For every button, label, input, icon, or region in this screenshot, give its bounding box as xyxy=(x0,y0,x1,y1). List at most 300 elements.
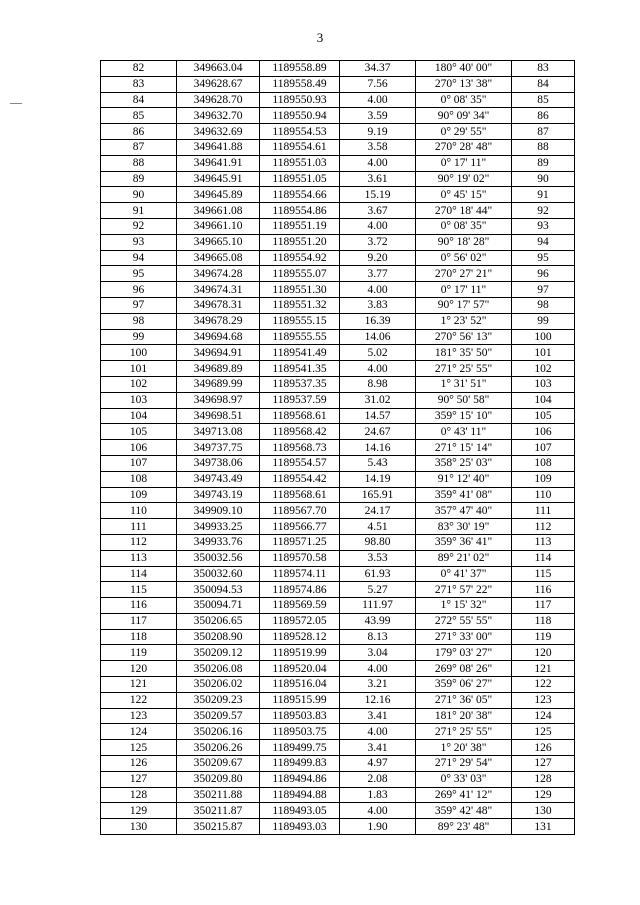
table-row xyxy=(101,677,575,693)
next-point-cell: 114 xyxy=(512,550,575,566)
bearing-cell: 181° 35' 50" xyxy=(416,345,512,361)
y-coordinate-cell: 1189503.83 xyxy=(260,708,340,724)
distance-cell: 15.19 xyxy=(340,187,416,203)
bearing-cell: 90° 18' 28" xyxy=(416,234,512,250)
distance-cell: 3.72 xyxy=(340,234,416,250)
point-number-cell: 123 xyxy=(101,708,177,724)
distance-cell: 4.00 xyxy=(340,218,416,234)
y-coordinate-cell: 1189555.07 xyxy=(260,266,340,282)
point-number-cell: 97 xyxy=(101,297,177,313)
y-coordinate-cell: 1189493.03 xyxy=(260,819,340,835)
point-number-cell: 108 xyxy=(101,471,177,487)
next-point-cell: 90 xyxy=(512,171,575,187)
table-row xyxy=(101,76,575,92)
x-coordinate-cell: 349738.06 xyxy=(177,455,260,471)
y-coordinate-cell: 1189551.03 xyxy=(260,155,340,171)
next-point-cell: 89 xyxy=(512,155,575,171)
bearing-cell: 269° 08' 26" xyxy=(416,661,512,677)
next-point-cell: 125 xyxy=(512,724,575,740)
bearing-cell: 180° 40' 00" xyxy=(416,61,512,77)
next-point-cell: 106 xyxy=(512,424,575,440)
y-coordinate-cell: 1189554.42 xyxy=(260,471,340,487)
x-coordinate-cell: 350032.56 xyxy=(177,550,260,566)
table-row xyxy=(101,171,575,187)
distance-cell: 3.04 xyxy=(340,645,416,661)
table-row xyxy=(101,819,575,835)
next-point-cell: 129 xyxy=(512,787,575,803)
bearing-cell: 271° 36' 05" xyxy=(416,692,512,708)
x-coordinate-cell: 349678.29 xyxy=(177,313,260,329)
coordinates-table-body xyxy=(101,61,575,835)
bearing-cell: 357° 47' 40" xyxy=(416,503,512,519)
table-row xyxy=(101,740,575,756)
next-point-cell: 99 xyxy=(512,313,575,329)
y-coordinate-cell: 1189568.61 xyxy=(260,487,340,503)
next-point-cell: 115 xyxy=(512,566,575,582)
distance-cell: 3.58 xyxy=(340,139,416,155)
bearing-cell: 271° 57' 22" xyxy=(416,582,512,598)
next-point-cell: 86 xyxy=(512,108,575,124)
table-row xyxy=(101,376,575,392)
y-coordinate-cell: 1189566.77 xyxy=(260,519,340,535)
next-point-cell: 108 xyxy=(512,455,575,471)
x-coordinate-cell: 349674.31 xyxy=(177,282,260,298)
next-point-cell: 105 xyxy=(512,408,575,424)
x-coordinate-cell: 349645.91 xyxy=(177,171,260,187)
bearing-cell: 270° 27' 21" xyxy=(416,266,512,282)
distance-cell: 4.00 xyxy=(340,155,416,171)
bearing-cell: 1° 31' 51" xyxy=(416,376,512,392)
bearing-cell: 359° 42' 48" xyxy=(416,803,512,819)
bearing-cell: 359° 15' 10" xyxy=(416,408,512,424)
table-row xyxy=(101,250,575,266)
x-coordinate-cell: 350206.08 xyxy=(177,661,260,677)
bearing-cell: 90° 50' 58" xyxy=(416,392,512,408)
table-row xyxy=(101,345,575,361)
y-coordinate-cell: 1189541.35 xyxy=(260,361,340,377)
distance-cell: 14.57 xyxy=(340,408,416,424)
table-row xyxy=(101,297,575,313)
x-coordinate-cell: 349909.10 xyxy=(177,503,260,519)
point-number-cell: 100 xyxy=(101,345,177,361)
x-coordinate-cell: 349663.04 xyxy=(177,61,260,77)
table-row xyxy=(101,598,575,614)
y-coordinate-cell: 1189554.66 xyxy=(260,187,340,203)
bearing-cell: 1° 20' 38" xyxy=(416,740,512,756)
next-point-cell: 122 xyxy=(512,677,575,693)
x-coordinate-cell: 349665.10 xyxy=(177,234,260,250)
table-row xyxy=(101,329,575,345)
distance-cell: 3.41 xyxy=(340,708,416,724)
point-number-cell: 111 xyxy=(101,519,177,535)
x-coordinate-cell: 349933.25 xyxy=(177,519,260,535)
distance-cell: 111.97 xyxy=(340,598,416,614)
point-number-cell: 95 xyxy=(101,266,177,282)
point-number-cell: 93 xyxy=(101,234,177,250)
table-row xyxy=(101,424,575,440)
distance-cell: 4.00 xyxy=(340,661,416,677)
point-number-cell: 125 xyxy=(101,740,177,756)
bearing-cell: 270° 28' 48" xyxy=(416,139,512,155)
bearing-cell: 0° 17' 11" xyxy=(416,155,512,171)
table-row xyxy=(101,61,575,77)
table-row xyxy=(101,613,575,629)
table-row xyxy=(101,534,575,550)
x-coordinate-cell: 349674.28 xyxy=(177,266,260,282)
x-coordinate-cell: 349628.70 xyxy=(177,92,260,108)
point-number-cell: 122 xyxy=(101,692,177,708)
point-number-cell: 103 xyxy=(101,392,177,408)
next-point-cell: 107 xyxy=(512,440,575,456)
y-coordinate-cell: 1189574.11 xyxy=(260,566,340,582)
y-coordinate-cell: 1189551.30 xyxy=(260,282,340,298)
x-coordinate-cell: 350209.12 xyxy=(177,645,260,661)
distance-cell: 3.53 xyxy=(340,550,416,566)
distance-cell: 4.51 xyxy=(340,519,416,535)
x-coordinate-cell: 350209.23 xyxy=(177,692,260,708)
x-coordinate-cell: 349645.89 xyxy=(177,187,260,203)
next-point-cell: 117 xyxy=(512,598,575,614)
y-coordinate-cell: 1189567.70 xyxy=(260,503,340,519)
y-coordinate-cell: 1189558.49 xyxy=(260,76,340,92)
next-point-cell: 88 xyxy=(512,139,575,155)
bearing-cell: 272° 55' 55" xyxy=(416,613,512,629)
bearing-cell: 0° 43' 11" xyxy=(416,424,512,440)
x-coordinate-cell: 350206.65 xyxy=(177,613,260,629)
x-coordinate-cell: 349698.51 xyxy=(177,408,260,424)
distance-cell: 8.13 xyxy=(340,629,416,645)
bearing-cell: 271° 25' 55" xyxy=(416,361,512,377)
distance-cell: 3.83 xyxy=(340,297,416,313)
point-number-cell: 119 xyxy=(101,645,177,661)
x-coordinate-cell: 349933.76 xyxy=(177,534,260,550)
x-coordinate-cell: 349689.89 xyxy=(177,361,260,377)
bearing-cell: 359° 36' 41" xyxy=(416,534,512,550)
point-number-cell: 130 xyxy=(101,819,177,835)
x-coordinate-cell: 349737.75 xyxy=(177,440,260,456)
next-point-cell: 87 xyxy=(512,124,575,140)
y-coordinate-cell: 1189551.05 xyxy=(260,171,340,187)
next-point-cell: 123 xyxy=(512,692,575,708)
table-row xyxy=(101,455,575,471)
table-row xyxy=(101,218,575,234)
next-point-cell: 119 xyxy=(512,629,575,645)
y-coordinate-cell: 1189554.61 xyxy=(260,139,340,155)
point-number-cell: 126 xyxy=(101,756,177,772)
table-row xyxy=(101,708,575,724)
bearing-cell: 1° 15' 32" xyxy=(416,598,512,614)
next-point-cell: 127 xyxy=(512,756,575,772)
bearing-cell: 359° 06' 27" xyxy=(416,677,512,693)
point-number-cell: 118 xyxy=(101,629,177,645)
y-coordinate-cell: 1189550.93 xyxy=(260,92,340,108)
x-coordinate-cell: 349661.10 xyxy=(177,218,260,234)
point-number-cell: 107 xyxy=(101,455,177,471)
point-number-cell: 112 xyxy=(101,534,177,550)
y-coordinate-cell: 1189555.55 xyxy=(260,329,340,345)
x-coordinate-cell: 350094.53 xyxy=(177,582,260,598)
bearing-cell: 0° 41' 37" xyxy=(416,566,512,582)
distance-cell: 165.91 xyxy=(340,487,416,503)
distance-cell: 24.17 xyxy=(340,503,416,519)
next-point-cell: 130 xyxy=(512,803,575,819)
y-coordinate-cell: 1189555.15 xyxy=(260,313,340,329)
x-coordinate-cell: 349689.99 xyxy=(177,376,260,392)
point-number-cell: 105 xyxy=(101,424,177,440)
bearing-cell: 179° 03' 27" xyxy=(416,645,512,661)
x-coordinate-cell: 349641.88 xyxy=(177,139,260,155)
y-coordinate-cell: 1189554.53 xyxy=(260,124,340,140)
next-point-cell: 116 xyxy=(512,582,575,598)
distance-cell: 4.00 xyxy=(340,92,416,108)
y-coordinate-cell: 1189551.32 xyxy=(260,297,340,313)
y-coordinate-cell: 1189493.05 xyxy=(260,803,340,819)
y-coordinate-cell: 1189499.75 xyxy=(260,740,340,756)
bearing-cell: 271° 29' 54" xyxy=(416,756,512,772)
x-coordinate-cell: 349743.19 xyxy=(177,487,260,503)
y-coordinate-cell: 1189570.58 xyxy=(260,550,340,566)
next-point-cell: 92 xyxy=(512,203,575,219)
y-coordinate-cell: 1189528.12 xyxy=(260,629,340,645)
x-coordinate-cell: 349632.69 xyxy=(177,124,260,140)
table-row xyxy=(101,92,575,108)
table-row xyxy=(101,487,575,503)
y-coordinate-cell: 1189554.92 xyxy=(260,250,340,266)
distance-cell: 3.67 xyxy=(340,203,416,219)
point-number-cell: 129 xyxy=(101,803,177,819)
table-row xyxy=(101,139,575,155)
bearing-cell: 0° 29' 55" xyxy=(416,124,512,140)
table-row xyxy=(101,408,575,424)
table-row xyxy=(101,771,575,787)
table-row xyxy=(101,692,575,708)
distance-cell: 4.00 xyxy=(340,282,416,298)
bearing-cell: 269° 41' 12" xyxy=(416,787,512,803)
distance-cell: 4.97 xyxy=(340,756,416,772)
bearing-cell: 89° 23' 48" xyxy=(416,819,512,835)
table-row xyxy=(101,787,575,803)
y-coordinate-cell: 1189537.59 xyxy=(260,392,340,408)
table-row xyxy=(101,803,575,819)
distance-cell: 61.93 xyxy=(340,566,416,582)
next-point-cell: 109 xyxy=(512,471,575,487)
y-coordinate-cell: 1189574.86 xyxy=(260,582,340,598)
next-point-cell: 84 xyxy=(512,76,575,92)
table-row xyxy=(101,187,575,203)
table-row xyxy=(101,582,575,598)
distance-cell: 9.19 xyxy=(340,124,416,140)
table-row xyxy=(101,282,575,298)
next-point-cell: 104 xyxy=(512,392,575,408)
y-coordinate-cell: 1189519.99 xyxy=(260,645,340,661)
x-coordinate-cell: 350215.87 xyxy=(177,819,260,835)
y-coordinate-cell: 1189568.73 xyxy=(260,440,340,456)
x-coordinate-cell: 349743.49 xyxy=(177,471,260,487)
table-row xyxy=(101,503,575,519)
distance-cell: 14.16 xyxy=(340,440,416,456)
point-number-cell: 104 xyxy=(101,408,177,424)
distance-cell: 2.08 xyxy=(340,771,416,787)
bearing-cell: 0° 08' 35" xyxy=(416,218,512,234)
x-coordinate-cell: 349628.67 xyxy=(177,76,260,92)
y-coordinate-cell: 1189558.89 xyxy=(260,61,340,77)
distance-cell: 3.59 xyxy=(340,108,416,124)
x-coordinate-cell: 350209.67 xyxy=(177,756,260,772)
next-point-cell: 121 xyxy=(512,661,575,677)
point-number-cell: 98 xyxy=(101,313,177,329)
y-coordinate-cell: 1189503.75 xyxy=(260,724,340,740)
x-coordinate-cell: 349678.31 xyxy=(177,297,260,313)
point-number-cell: 82 xyxy=(101,61,177,77)
x-coordinate-cell: 349661.08 xyxy=(177,203,260,219)
point-number-cell: 106 xyxy=(101,440,177,456)
table-row xyxy=(101,124,575,140)
next-point-cell: 85 xyxy=(512,92,575,108)
next-point-cell: 103 xyxy=(512,376,575,392)
point-number-cell: 120 xyxy=(101,661,177,677)
distance-cell: 34.37 xyxy=(340,61,416,77)
x-coordinate-cell: 349698.97 xyxy=(177,392,260,408)
next-point-cell: 101 xyxy=(512,345,575,361)
x-coordinate-cell: 350208.90 xyxy=(177,629,260,645)
distance-cell: 7.56 xyxy=(340,76,416,92)
point-number-cell: 127 xyxy=(101,771,177,787)
next-point-cell: 112 xyxy=(512,519,575,535)
table-row xyxy=(101,440,575,456)
y-coordinate-cell: 1189568.61 xyxy=(260,408,340,424)
y-coordinate-cell: 1189499.83 xyxy=(260,756,340,772)
distance-cell: 5.02 xyxy=(340,345,416,361)
point-number-cell: 110 xyxy=(101,503,177,519)
point-number-cell: 89 xyxy=(101,171,177,187)
distance-cell: 3.41 xyxy=(340,740,416,756)
point-number-cell: 87 xyxy=(101,139,177,155)
x-coordinate-cell: 349641.91 xyxy=(177,155,260,171)
y-coordinate-cell: 1189554.86 xyxy=(260,203,340,219)
point-number-cell: 96 xyxy=(101,282,177,298)
bearing-cell: 0° 33' 03" xyxy=(416,771,512,787)
distance-cell: 16.39 xyxy=(340,313,416,329)
point-number-cell: 83 xyxy=(101,76,177,92)
table-row xyxy=(101,313,575,329)
bearing-cell: 1° 23' 52" xyxy=(416,313,512,329)
point-number-cell: 101 xyxy=(101,361,177,377)
table-row xyxy=(101,645,575,661)
bearing-cell: 270° 18' 44" xyxy=(416,203,512,219)
next-point-cell: 94 xyxy=(512,234,575,250)
point-number-cell: 124 xyxy=(101,724,177,740)
distance-cell: 4.00 xyxy=(340,361,416,377)
point-number-cell: 90 xyxy=(101,187,177,203)
bearing-cell: 358° 25' 03" xyxy=(416,455,512,471)
next-point-cell: 113 xyxy=(512,534,575,550)
y-coordinate-cell: 1189541.49 xyxy=(260,345,340,361)
y-coordinate-cell: 1189568.42 xyxy=(260,424,340,440)
y-coordinate-cell: 1189550.94 xyxy=(260,108,340,124)
point-number-cell: 121 xyxy=(101,677,177,693)
table-row xyxy=(101,266,575,282)
table-row xyxy=(101,661,575,677)
table-row xyxy=(101,203,575,219)
point-number-cell: 128 xyxy=(101,787,177,803)
margin-mark xyxy=(10,103,22,104)
x-coordinate-cell: 349632.70 xyxy=(177,108,260,124)
bearing-cell: 83° 30' 19" xyxy=(416,519,512,535)
bearing-cell: 0° 56' 02" xyxy=(416,250,512,266)
y-coordinate-cell: 1189537.35 xyxy=(260,376,340,392)
bearing-cell: 270° 13' 38" xyxy=(416,76,512,92)
table-row xyxy=(101,471,575,487)
x-coordinate-cell: 349694.68 xyxy=(177,329,260,345)
next-point-cell: 100 xyxy=(512,329,575,345)
point-number-cell: 99 xyxy=(101,329,177,345)
next-point-cell: 111 xyxy=(512,503,575,519)
bearing-cell: 271° 15' 14" xyxy=(416,440,512,456)
point-number-cell: 102 xyxy=(101,376,177,392)
y-coordinate-cell: 1189520.04 xyxy=(260,661,340,677)
y-coordinate-cell: 1189551.19 xyxy=(260,218,340,234)
y-coordinate-cell: 1189569.59 xyxy=(260,598,340,614)
distance-cell: 4.00 xyxy=(340,724,416,740)
point-number-cell: 84 xyxy=(101,92,177,108)
bearing-cell: 89° 21' 02" xyxy=(416,550,512,566)
x-coordinate-cell: 350206.16 xyxy=(177,724,260,740)
distance-cell: 8.98 xyxy=(340,376,416,392)
point-number-cell: 109 xyxy=(101,487,177,503)
x-coordinate-cell: 350209.80 xyxy=(177,771,260,787)
distance-cell: 43.99 xyxy=(340,613,416,629)
next-point-cell: 128 xyxy=(512,771,575,787)
bearing-cell: 90° 17' 57" xyxy=(416,297,512,313)
distance-cell: 98.80 xyxy=(340,534,416,550)
distance-cell: 1.83 xyxy=(340,787,416,803)
point-number-cell: 117 xyxy=(101,613,177,629)
table-row xyxy=(101,108,575,124)
bearing-cell: 90° 09' 34" xyxy=(416,108,512,124)
y-coordinate-cell: 1189494.88 xyxy=(260,787,340,803)
next-point-cell: 131 xyxy=(512,819,575,835)
page-number: 3 xyxy=(316,30,324,45)
bearing-cell: 359° 41' 08" xyxy=(416,487,512,503)
next-point-cell: 126 xyxy=(512,740,575,756)
x-coordinate-cell: 350206.26 xyxy=(177,740,260,756)
y-coordinate-cell: 1189515.99 xyxy=(260,692,340,708)
next-point-cell: 110 xyxy=(512,487,575,503)
distance-cell: 14.06 xyxy=(340,329,416,345)
distance-cell: 9.20 xyxy=(340,250,416,266)
coordinates-table xyxy=(100,60,575,835)
y-coordinate-cell: 1189494.86 xyxy=(260,771,340,787)
x-coordinate-cell: 349694.91 xyxy=(177,345,260,361)
table-row xyxy=(101,234,575,250)
x-coordinate-cell: 350211.87 xyxy=(177,803,260,819)
distance-cell: 5.27 xyxy=(340,582,416,598)
bearing-cell: 270° 56' 13" xyxy=(416,329,512,345)
table-row xyxy=(101,756,575,772)
x-coordinate-cell: 350032.60 xyxy=(177,566,260,582)
table-row xyxy=(101,550,575,566)
table-row xyxy=(101,392,575,408)
bearing-cell: 271° 25' 55" xyxy=(416,724,512,740)
bearing-cell: 90° 19' 02" xyxy=(416,171,512,187)
bearing-cell: 0° 45' 15" xyxy=(416,187,512,203)
next-point-cell: 102 xyxy=(512,361,575,377)
table-row xyxy=(101,155,575,171)
x-coordinate-cell: 350094.71 xyxy=(177,598,260,614)
y-coordinate-cell: 1189551.20 xyxy=(260,234,340,250)
point-number-cell: 115 xyxy=(101,582,177,598)
y-coordinate-cell: 1189572.05 xyxy=(260,613,340,629)
